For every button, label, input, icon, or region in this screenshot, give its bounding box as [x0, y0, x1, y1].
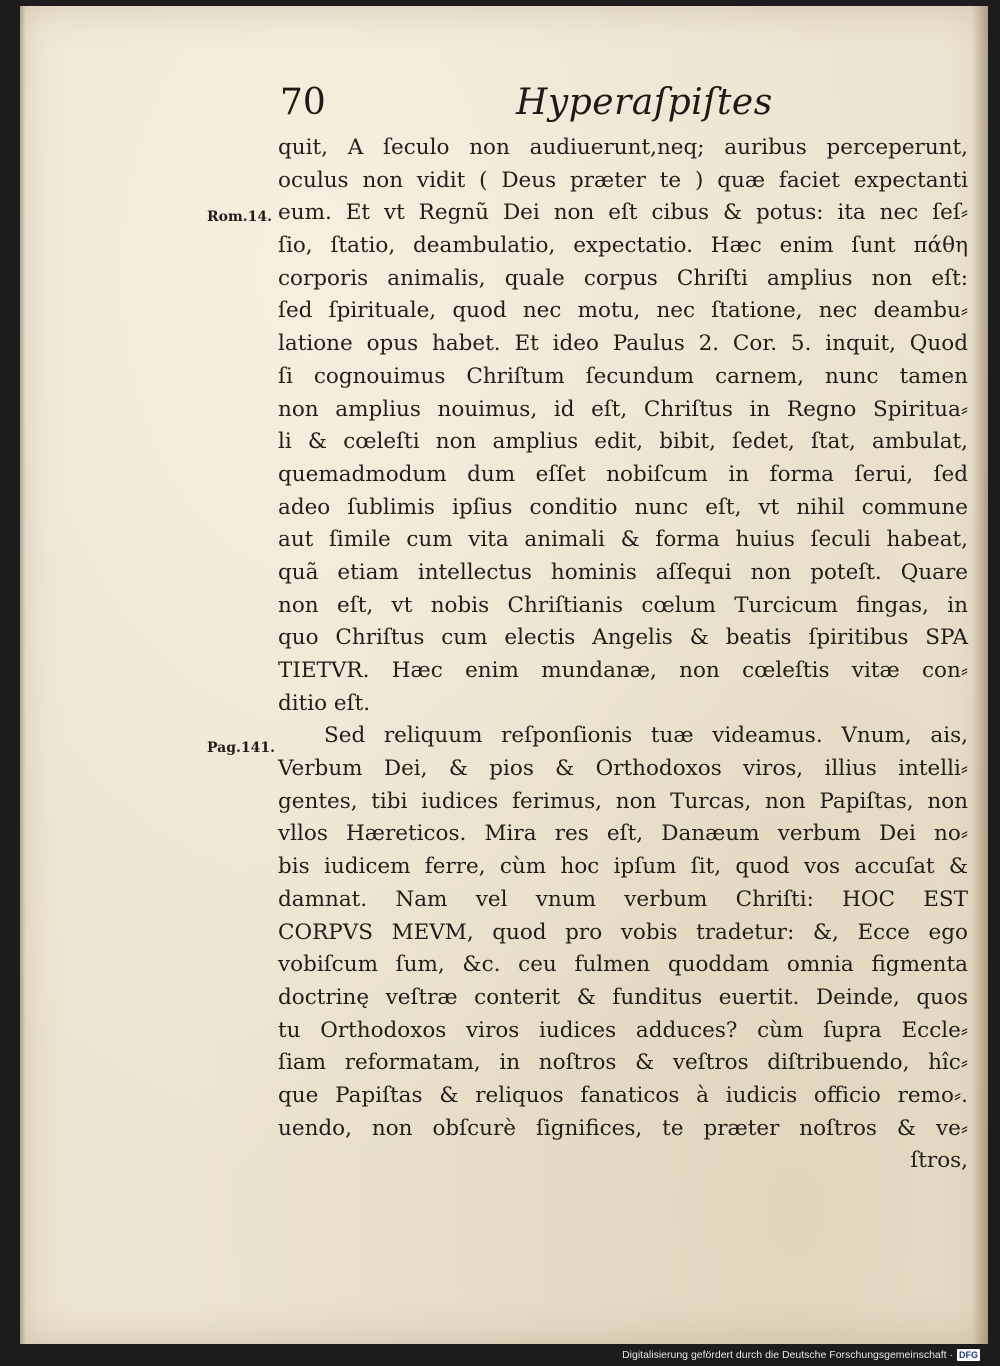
text-line: ſi cognouimus Chriſtum ſecundum carnem, nunc tamen	[278, 363, 968, 389]
text-line: eum. Et vt Regnũ Dei non eſt cibus & potus: ita nec ſeſ⸗	[278, 200, 968, 226]
text-line: non eſt, vt nobis Chriſtianis cœlum Turcicum fingas, in	[278, 592, 968, 618]
text-line: quo Chriſtus cum electis Angelis & beatis ſpiritibus SPA	[278, 625, 968, 651]
text-line: damnat. Nam vel vnum verbum Chriſti: HOC EST	[278, 886, 968, 912]
text-line: uendo, non obſcurè ſignifices, te præter noſtros & ve⸗	[278, 1115, 968, 1141]
text-line: latione opus habet. Et ideo Paulus 2. Cor. 5. inquit, Quod	[278, 331, 968, 357]
text-line: ſiam reformatam, in noſtros & veſtros diſtribuendo, hîc⸗	[278, 1050, 968, 1076]
text-line: aut ſimile cum vita animali & forma huius ſeculi habeat,	[278, 527, 968, 553]
text-line: doctrinę veſtræ conterit & funditus euertit. Deinde, quos	[278, 984, 968, 1010]
text-line: vllos Hæreticos. Mira res eſt, Danæum verbum Dei no⸗	[278, 821, 968, 847]
text-line: quemadmodum dum eſſet nobiſcum in forma ſerui, ſed	[278, 461, 968, 487]
text-line: adeo ſublimis ipſius conditio nunc eſt, vt nihil commune	[278, 494, 968, 520]
text-line: non amplius nouimus, id eſt, Chriſtus in Regno Spiritua⸗	[278, 396, 968, 422]
dfg-logo-icon: DFG	[959, 1350, 978, 1360]
text-line: bis iudicem ferre, cùm hoc ipſum ſit, quod vos accuſat &	[278, 854, 968, 880]
text-line: CORPVS MEVM, quod pro vobis tradetur: &, Ecce ego	[278, 919, 968, 945]
marginal-note-pag: Pag.141.	[207, 740, 275, 756]
text-line: ditio eſt.	[278, 690, 371, 716]
text-line: que Papiſtas & reliquos fanaticos à iudicis officio remo⸗.	[278, 1082, 968, 1108]
text-line: li & cœleſti non amplius edit, bibit, ſedet, ſtat, ambulat,	[278, 429, 968, 455]
text-line: Verbum Dei, & pios & Orthodoxos viros, illius intelli⸗	[278, 756, 968, 782]
marginal-note-rom: Rom.14.	[207, 209, 273, 225]
running-head	[280, 82, 773, 134]
text-line: quit, A ſeculo non audiuerunt,neq; auribus perceperunt,	[278, 135, 968, 160]
funding-credit-text: Digitalisierung gefördert durch die Deutsche Forschungsgemeinschaft ·	[622, 1349, 953, 1361]
page-gutter-shadow	[972, 6, 988, 1344]
body-text	[278, 132, 968, 1178]
catchword: ſtros,	[910, 1148, 968, 1174]
text-line: Sed reliquum reſponſionis tuæ videamus. Vnum, ais,	[324, 723, 968, 749]
page-number: 70	[280, 82, 326, 123]
text-line: gentes, tibi iudices ferimus, non Turcas, non Papiſtas, non	[278, 788, 968, 814]
digitization-credit	[622, 1348, 980, 1362]
text-line: vobiſcum ſum, &c. ceu fulmen quoddam omnia figmenta	[278, 952, 968, 978]
book-page	[20, 6, 988, 1344]
text-line: tu Orthodoxos viros iudices adduces? cùm ſupra Eccle⸗	[278, 1017, 968, 1043]
page-edge-shadow	[20, 6, 26, 1344]
text-line: quã etiam intellectus hominis aſſequi non poteſt. Quare	[278, 559, 968, 585]
text-line: ſed ſpirituale, quod nec motu, nec ſtatione, nec deambu⸗	[278, 298, 968, 324]
text-line: TIETVR. Hæc enim mundanæ, non cœleſtis vitæ con⸗	[278, 658, 968, 683]
text-line: corporis animalis, quale corpus Chriſti amplius non eſt:	[278, 265, 968, 291]
text-line: ſio, ſtatio, deambulatio, expectatio. Hæc enim ſunt πάθη	[278, 233, 968, 259]
running-title: Hyperaſpiſtes	[516, 82, 773, 123]
text-line: oculus non vidit ( Deus præter te ) quæ faciet expectanti	[278, 167, 968, 193]
